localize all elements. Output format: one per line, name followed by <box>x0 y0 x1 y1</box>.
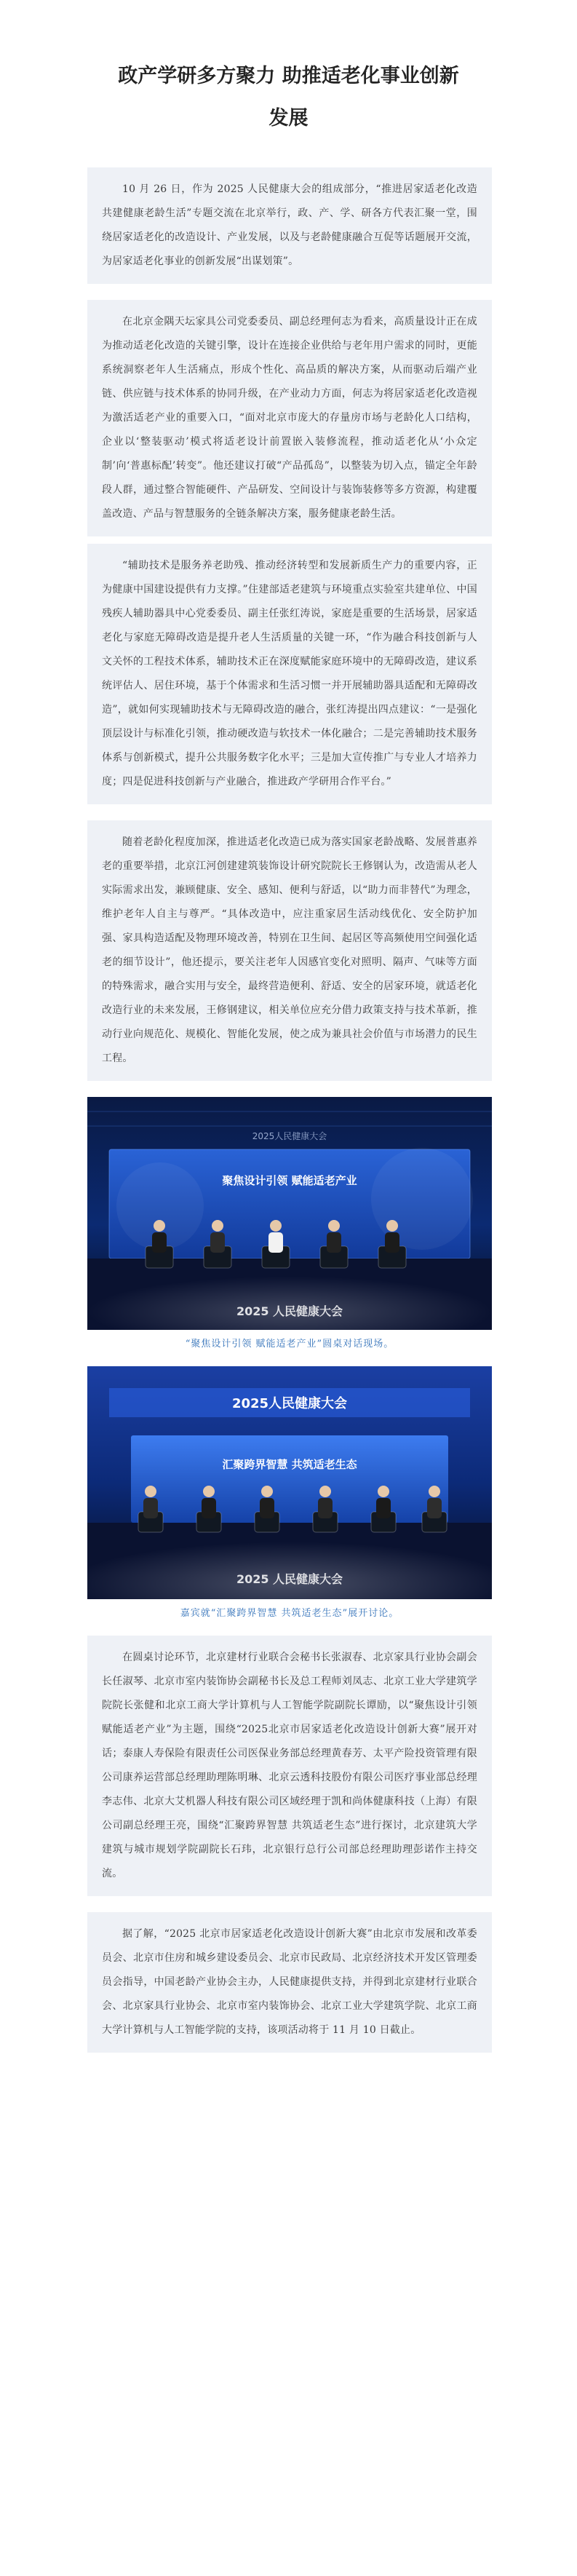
paragraph-intro: 10 月 26 日，作为 2025 人民健康大会的组成部分，“推进居家适老化改造 共建健康老龄生活”专题交流在北京举行，政、产、学、研各方代表汇聚一堂，围绕居家适老化的改造设计、产业发展，以及与老龄健康融合互促等话题展开交流，为居家适老化事业的创新发展“出谋划策”。 <box>102 183 477 267</box>
stage-scene-2 <box>87 1366 492 1599</box>
floor-text: 2025 人民健康大会 <box>236 1572 343 1586</box>
photo-roundtable-1 <box>87 1097 492 1330</box>
photo-caption-2: 嘉宾就“汇聚跨界智慧 共筑适老生态”展开讨论。 <box>180 1608 399 1619</box>
paragraph-block-6 <box>87 1912 492 2053</box>
paragraph-block-4 <box>87 820 492 1081</box>
banner-text: 2025人民健康大会 <box>252 1131 327 1141</box>
article-title <box>58 55 519 140</box>
paragraph-block-5 <box>87 1636 492 1896</box>
paragraph-design: 在北京金隅天坛家具公司党委委员、副总经理何志为看来，高质量设计正在成为推动适老化改造的关键引擎，设计在连接企业供给与老年用户需求的同时，更能系统洞察老年人生活痛点，形成个性化、高品质的解决方案，从而驱动后端产业链、供应链与技术体系的协同升级，在产业动力方面，何志为将居家适老化改造视为激活适老产业的重要入口，“面对北京市庞大的存量房市场与老龄化人口结构，企业以‘整装驱动’模式将适老设计前置嵌入装修流程，推动适老化从‘小众定制’向‘普惠标配’转变”。他还建议打破“产品孤岛”，以整装为切入点，锚定全年龄段人群，通过整合智能硬件、产品研发、空间设计与装饰装修等多方资源，构建覆盖改造、产品与智慧服务的全链条解决方案，服务健康老龄生活。 <box>102 316 477 520</box>
photo-roundtable-2 <box>87 1366 492 1599</box>
paragraph-block-1 <box>87 167 492 284</box>
screen-title: 聚焦设计引领 赋能适老产业 <box>222 1174 357 1187</box>
article-body <box>87 167 492 2053</box>
paragraph-contest-info: 据了解，“2025 北京市居家适老化改造设计创新大赛”由北京市发展和改革委员会、北京市住房和城乡建设委员会、北京市民政局、北京经济技术开发区管理委员会指导，中国老龄产业协会主办，人民健康提供支持，并得到北京建材行业联合会、北京家具行业协会、北京市室内装饰协会、北京工业大学建筑学院、北京工商大学计算机与人工智能学院的支持，该项活动将于 11 月 10 日截止。 <box>102 1928 477 2036</box>
paragraph-assistive-tech: “辅助技术是服务养老助残、推动经济转型和发展新质生产力的重要内容，正为健康中国建设提供有力支撑。”住建部适老建筑与环境重点实验室共建单位、中国残疾人辅助器具中心党委委员、副主任张红涛说，家庭是重要的生活场景，居家适老化与家庭无障碍改造是提升老人生活质量的关键一环，“作为融合科技创新与人文关怀的工程技术体系，辅助技术正在深度赋能家庭环境中的无障碍改造，建议系统评估人、居住环境，基于个体需求和生活习惯一并开展辅助器具适配和无障碍改造”，就如何实现辅助技术与无障碍改造的融合，张红涛提出四点建议：“一是强化顶层设计与标准化引领，推动硬改造与软技术一体化融合；二是完善辅助技术服务体系与创新模式，提升公共服务数字化水平；三是加大宣传推广与专业人才培养力度；四是促进科技创新与产业融合，推进政产学研用合作平台。” <box>102 560 477 788</box>
paragraph-block-2 <box>87 300 492 536</box>
screen-title: 汇聚跨界智慧 共筑适老生态 <box>222 1458 357 1471</box>
led-screen <box>131 1435 448 1523</box>
photo-caption-1: “聚焦设计引领 赋能适老产业”圆桌对话现场。 <box>185 1339 394 1350</box>
floor-text: 2025 人民健康大会 <box>236 1304 343 1318</box>
paragraph-renovation: 随着老龄化程度加深，推进适老化改造已成为落实国家老龄战略、发展普惠养老的重要举措，北京江河创建建筑装饰设计研究院院长王修钢认为，改造需从老人实际需求出发，兼顾健康、安全、感知、便利与舒适，以“助力而非替代”为理念，维护老年人自主与尊严。“具体改造中，应注重家居生活动线优化、安全防护加强、家具构造适配及物理环境改善，特别在卫生间、起居区等高频使用空间强化适老的细节设计”，他还提示，要关注老年人因感官变化对照明、隔声、气味等方面的特殊需求，融合实用与安全，最终营造便利、舒适、安全的居家环境，就适老化改造行业的未来发展，王修钢建议，相关单位应充分借力政策支持与技术革新，推动行业向规范化、规模化、智能化发展，使之成为兼具社会价值与市场潜力的民生工程。 <box>102 836 477 1064</box>
banner-text: 2025人民健康大会 <box>231 1396 348 1411</box>
stage-scene-1 <box>87 1097 492 1330</box>
article-title-line-2: 发展 <box>268 107 309 130</box>
paragraph-roundtable: 在圆桌讨论环节，北京建材行业联合会秘书长张淑春、北京家具行业协会副会长任淑琴、北京市室内装饰协会副秘书长及总工程师刘凤志、北京工业大学建筑学院院长张健和北京工商大学计算机与人工智能学院副院长谭励，以“聚焦设计引领 赋能适老产业”为主题，围绕“2025北京市居家适老化改造设计创新大赛”展开对话；泰康人寿保险有限责任公司医保业务部总经理黄春芳、太平产险投资管理有限公司康养运营部总经理助理陈明琳、北京云透科技股份有限公司医疗事业部总经理李志伟、北京大艾机器人科技有限公司区域经理于凯和尚体健康科技（上海）有限公司副总经理王亮，围绕“汇聚跨界智慧 共筑适老生态”进行探讨，北京建筑大学建筑与城市规划学院副院长石玮，北京银行总行公司部总经理助理彭诺作主持交流。 <box>102 1652 477 1879</box>
article-title-line-1: 政产学研多方聚力 助推适老化事业创新 <box>118 65 459 88</box>
paragraph-block-3 <box>87 544 492 804</box>
